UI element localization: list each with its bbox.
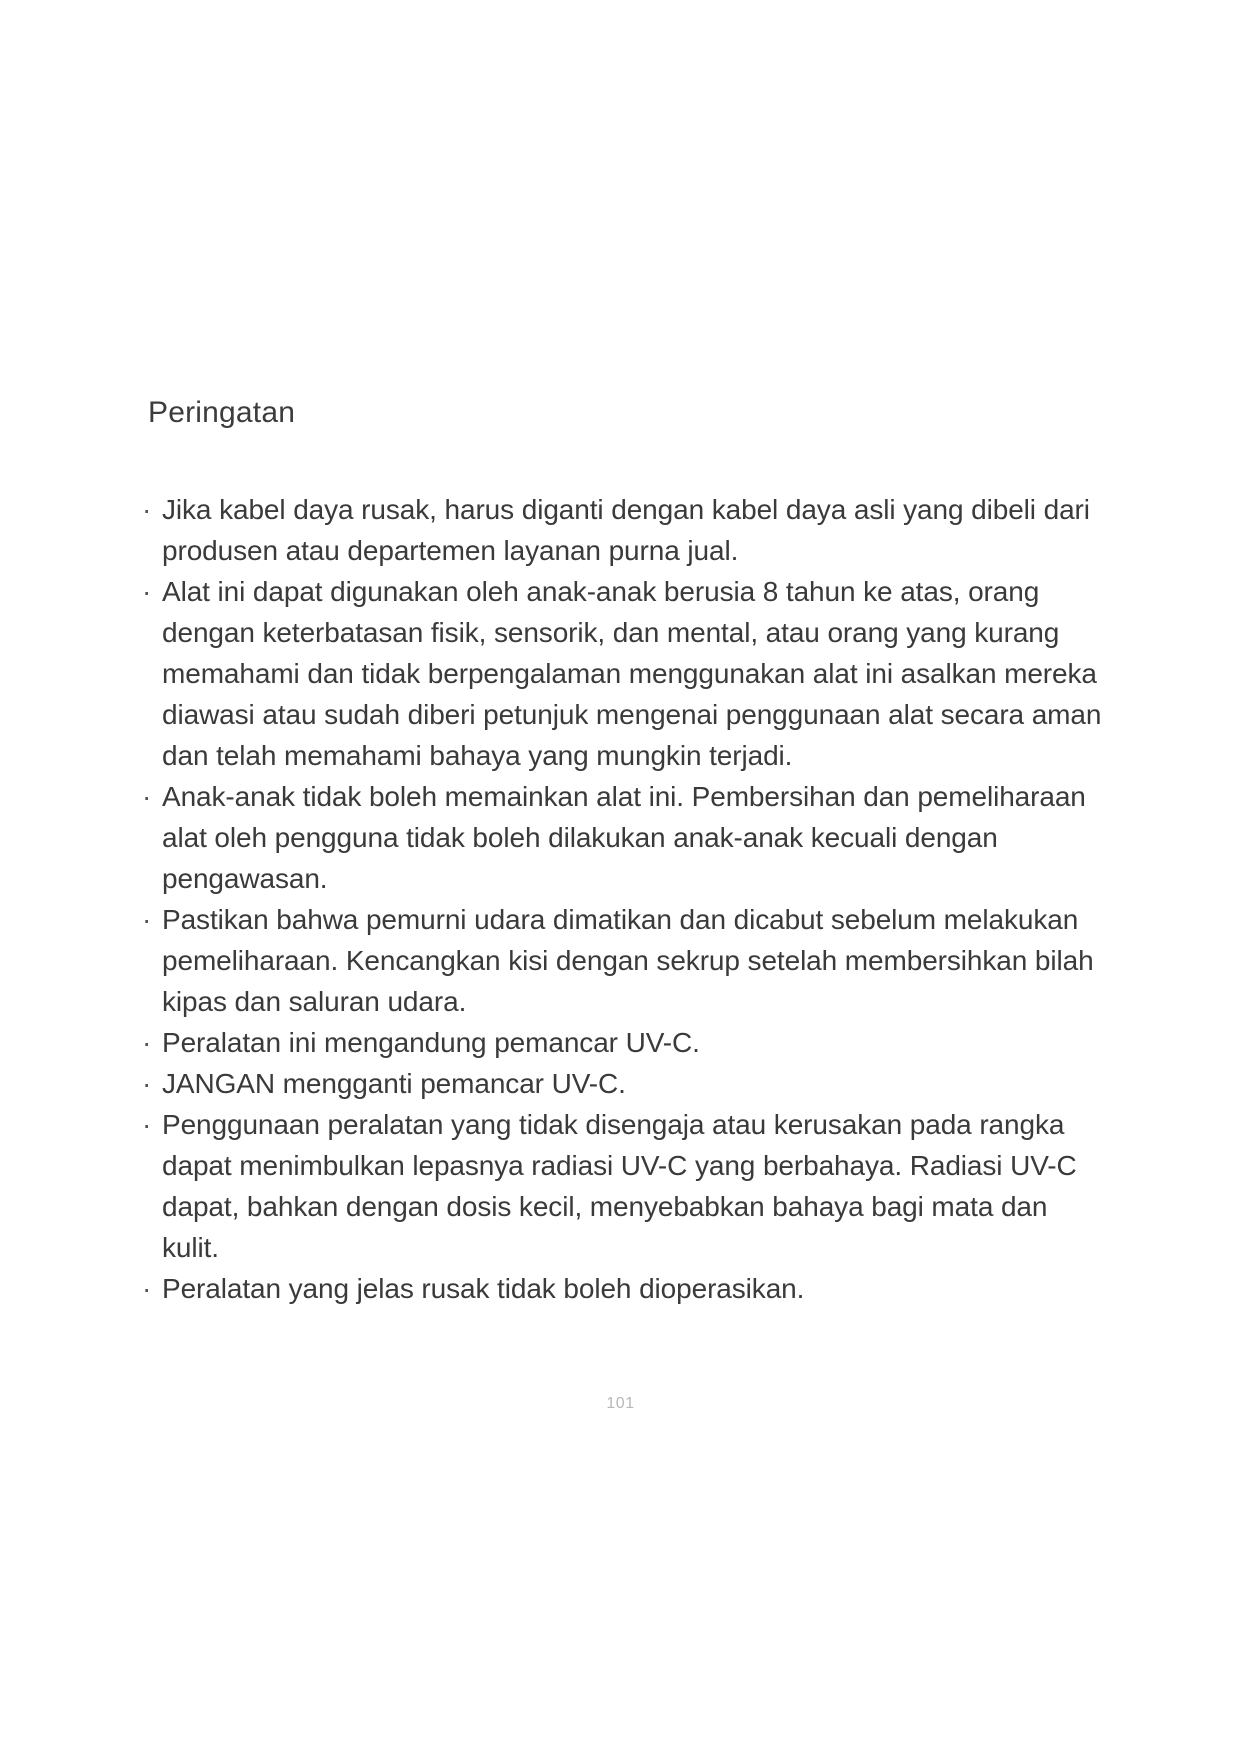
bullet-icon: · (142, 1273, 152, 1304)
bullet-icon: · (142, 1109, 152, 1140)
bullet-icon: · (142, 904, 152, 935)
warning-item (142, 1104, 1112, 1268)
section-heading: Peringatan (148, 396, 296, 429)
warning-text: Pastikan bahwa pemurni udara dimatikan dan dicabut sebelum melakukan pemeliharaan. Kencangkan kisi dengan sekrup setelah membersihkan bilah kipas dan saluran udara. (162, 904, 1094, 1017)
bullet-icon: · (142, 494, 152, 525)
warning-text: Alat ini dapat digunakan oleh anak-anak berusia 8 tahun ke atas, orang dengan keterbatasan fisik, sensorik, dan mental, atau orang yang kurang memahami dan tidak berpengalaman menggunakan alat ini asalkan mereka diawasi atau sudah diberi petunjuk mengenai penggunaan alat secara aman dan telah memahami bahaya yang mungkin terjadi. (162, 576, 1102, 771)
warning-text: JANGAN mengganti pemancar UV-C. (162, 1068, 626, 1099)
warning-text: Peralatan yang jelas rusak tidak boleh dioperasikan. (162, 1273, 805, 1304)
warning-item (142, 1063, 1112, 1104)
page-number: 101 (606, 1395, 635, 1412)
warning-item (142, 489, 1112, 571)
warning-text: Jika kabel daya rusak, harus diganti dengan kabel daya asli yang dibeli dari produsen atau departemen layanan purna jual. (162, 494, 1090, 566)
warning-item (142, 899, 1112, 1022)
bullet-icon: · (142, 781, 152, 812)
warning-list (142, 489, 1112, 1309)
bullet-icon: · (142, 1027, 152, 1058)
warning-item (142, 1268, 1112, 1309)
warning-item (142, 1022, 1112, 1063)
warning-item (142, 571, 1112, 776)
bullet-icon: · (142, 576, 152, 607)
warning-text: Penggunaan peralatan yang tidak disengaja atau kerusakan pada rangka dapat menimbulkan lepasnya radiasi UV-C yang berbahaya. Radiasi UV-C dapat, bahkan dengan dosis kecil, menyebabkan bahaya bagi mata dan kulit. (162, 1109, 1077, 1263)
warning-text: Anak-anak tidak boleh memainkan alat ini. Pembersihan dan pemeliharaan alat oleh pengguna tidak boleh dilakukan anak-anak kecuali dengan pengawasan. (162, 781, 1086, 894)
warning-text: Peralatan ini mengandung pemancar UV-C. (162, 1027, 700, 1058)
warning-item (142, 776, 1112, 899)
bullet-icon: · (142, 1068, 152, 1099)
